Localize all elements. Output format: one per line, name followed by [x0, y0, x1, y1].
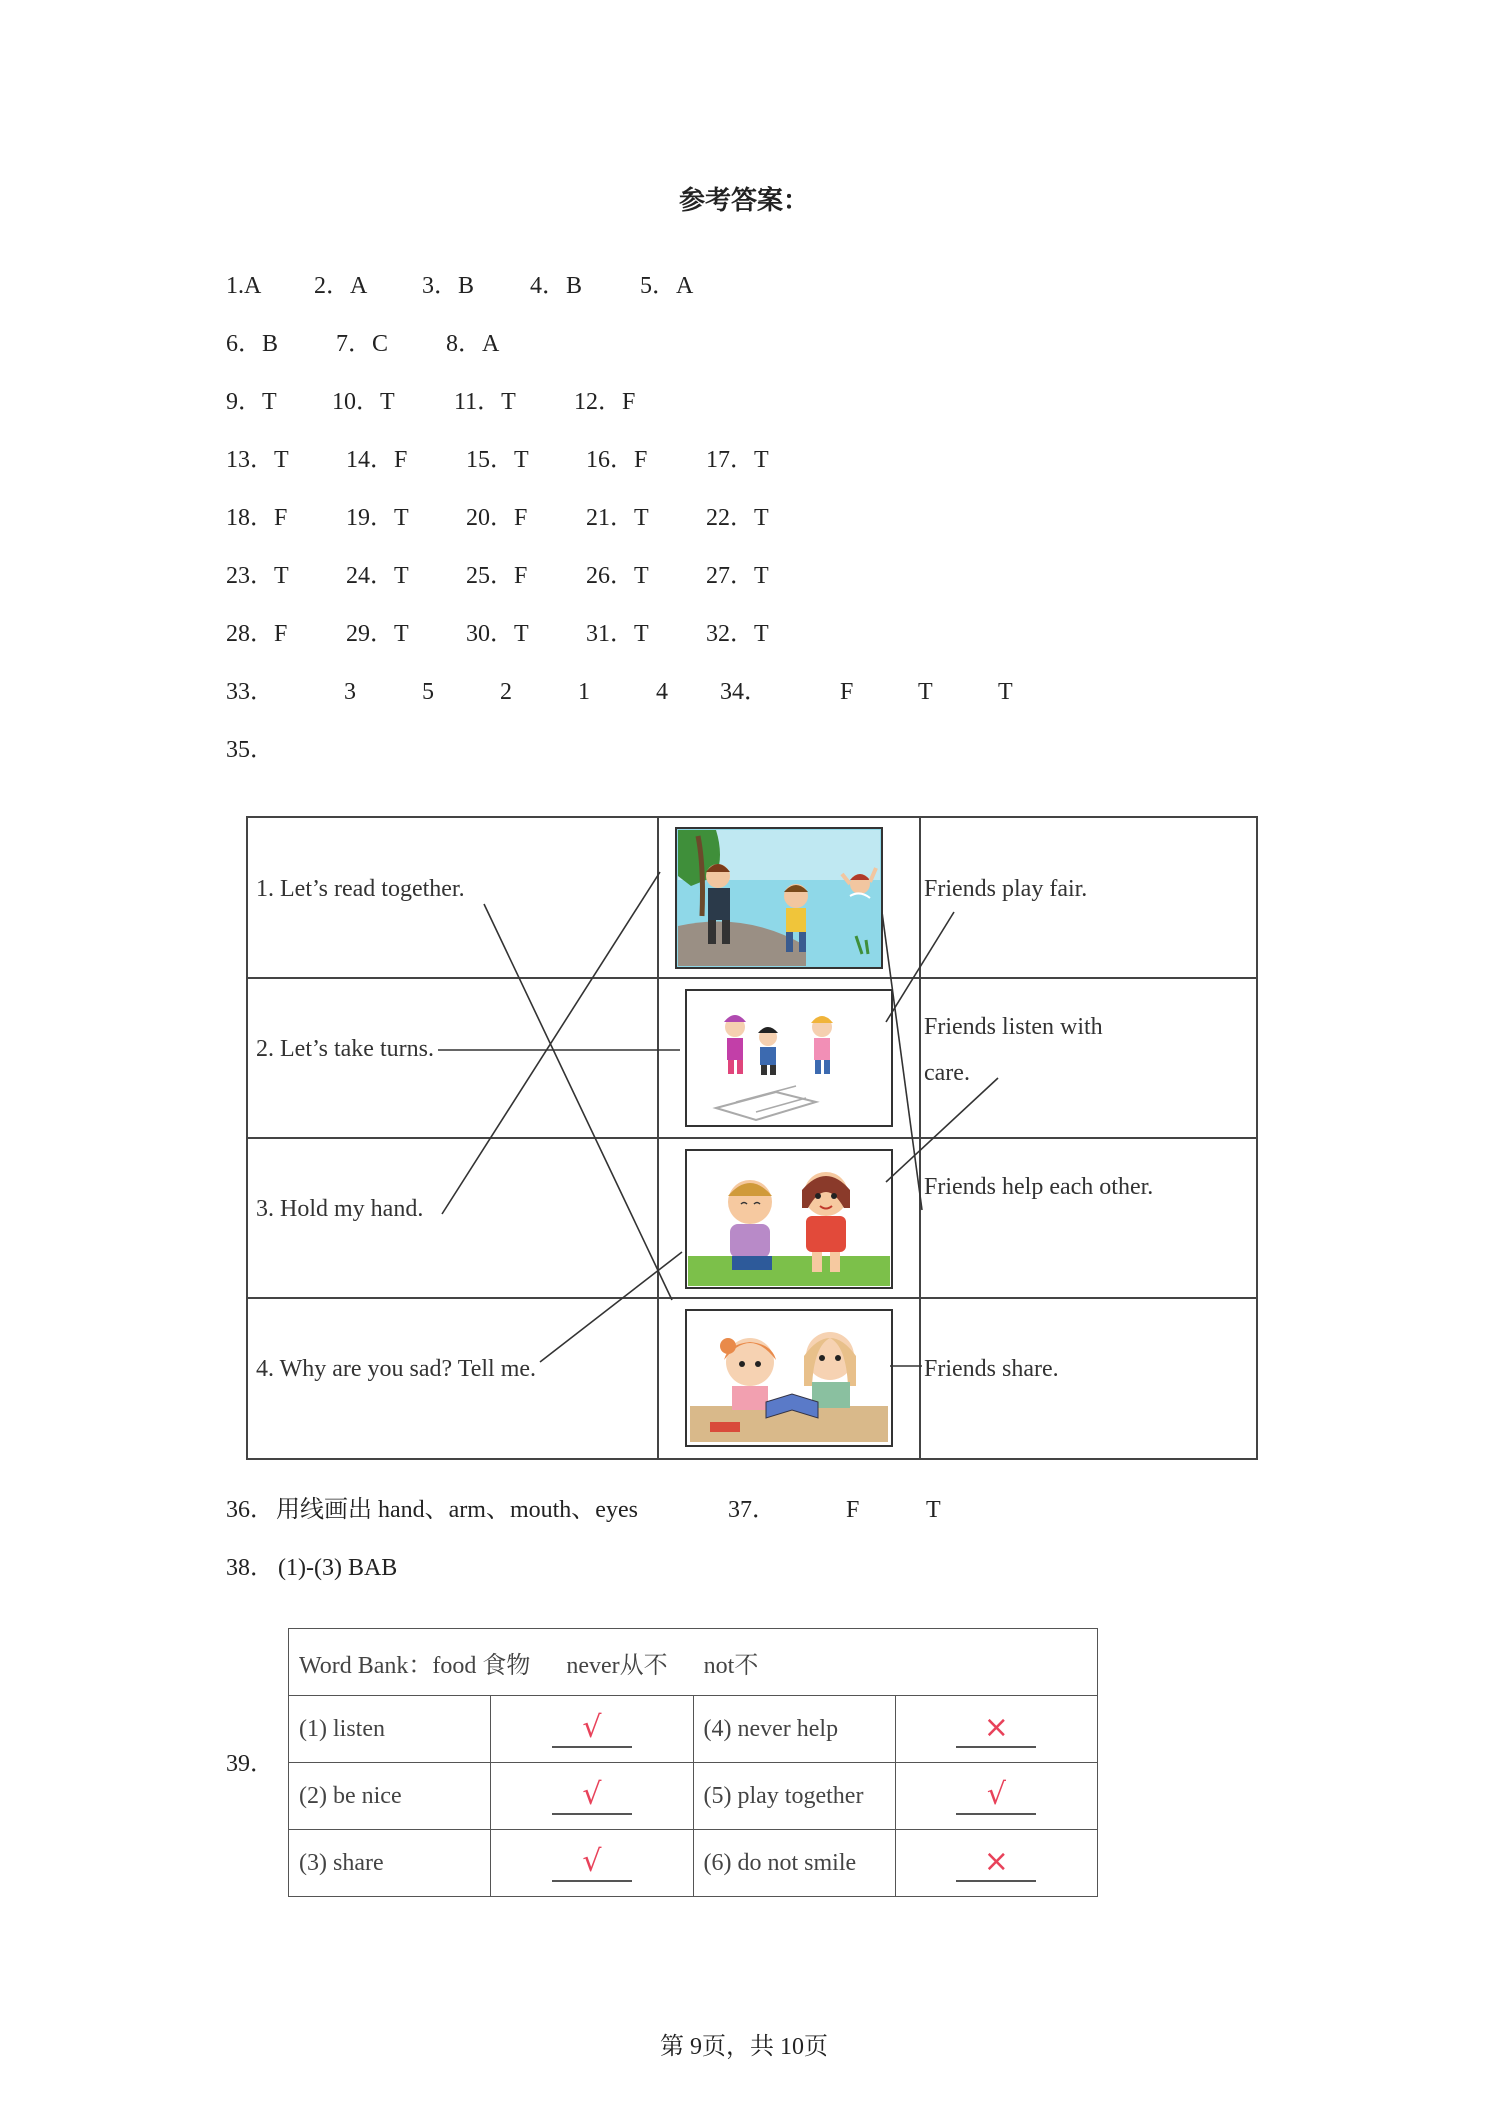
- table-row: [289, 1696, 1098, 1763]
- q33-answer: 4: [656, 679, 668, 705]
- matching-table: [246, 816, 1258, 1460]
- answer-item: 25．F: [466, 563, 528, 589]
- answer-item: 27．T: [706, 563, 769, 589]
- answer-item: 5．A: [640, 273, 694, 299]
- answer-item: 12．F: [574, 389, 636, 415]
- mark-cell: [491, 1696, 693, 1763]
- answer-item: 26．T: [586, 563, 649, 589]
- answer-item: 11．T: [454, 389, 516, 415]
- meaning-4: Friends share.: [924, 1356, 1059, 1382]
- answer-item: 28．F: [226, 621, 288, 647]
- answer-item: 31．T: [586, 621, 649, 647]
- q33-answer: 5: [422, 679, 434, 705]
- answer-item: 15．T: [466, 447, 529, 473]
- answer-item: 18．F: [226, 505, 288, 531]
- sentence-1: 1. Let’s read together.: [256, 876, 465, 902]
- page-footer: 第 9页，共 10页: [660, 2034, 828, 2060]
- answer-item: 6．B: [226, 331, 279, 357]
- q34-answer: T: [998, 679, 1013, 705]
- table-row: [289, 1830, 1098, 1897]
- item-label: (6) do not smile: [693, 1830, 895, 1897]
- mark-cell: [895, 1763, 1097, 1830]
- match-line: [540, 1252, 682, 1362]
- answer-item: 2．A: [314, 273, 368, 299]
- sentence-2: 2. Let’s take turns.: [256, 1036, 434, 1062]
- answer-item: 20．F: [466, 505, 528, 531]
- table-row: [289, 1763, 1098, 1830]
- item-label: (4) never help: [693, 1696, 895, 1763]
- mark-cell: [491, 1830, 693, 1897]
- answer-item: 9．T: [226, 389, 277, 415]
- answer-item: 22．T: [706, 505, 769, 531]
- item-label: (2) be nice: [289, 1763, 491, 1830]
- q36-text: 用线画出 hand、arm、mouth、eyes: [276, 1497, 638, 1523]
- q36-label: 36．: [226, 1497, 274, 1523]
- sentence-4: 4. Why are you sad? Tell me.: [256, 1356, 537, 1382]
- children-help-water-picture: [676, 828, 882, 968]
- meaning-1: Friends play fair.: [924, 876, 1088, 902]
- q33-answer: 1: [578, 679, 590, 705]
- answer-item: 3．B: [422, 273, 475, 299]
- check-mark: √: [956, 1777, 1036, 1815]
- children-hopscotch-picture: [686, 990, 892, 1126]
- cross-mark: ×: [956, 1844, 1036, 1882]
- answer-item: 13．T: [226, 447, 289, 473]
- q39-label: 39．: [226, 1751, 274, 1777]
- answer-item: 8．A: [446, 331, 500, 357]
- answer-item: 14．F: [346, 447, 408, 473]
- answer-item: 1.A: [226, 273, 262, 299]
- q34-answer: F: [840, 679, 854, 705]
- item-label: (1) listen: [289, 1696, 491, 1763]
- q37-label: 37．: [728, 1497, 776, 1523]
- check-mark: √: [552, 1844, 632, 1882]
- q33-answer: 2: [500, 679, 512, 705]
- q37-answer: T: [926, 1497, 941, 1523]
- answer-item: 16．F: [586, 447, 648, 473]
- mark-cell: [895, 1696, 1097, 1763]
- answer-item: 10．T: [332, 389, 395, 415]
- word-bank: Word Bank：food 食物 never从不 not不: [289, 1629, 1098, 1696]
- answer-item: 29．T: [346, 621, 409, 647]
- q33-answer: 3: [344, 679, 356, 705]
- answer-item: 21．T: [586, 505, 649, 531]
- answer-item: 7．C: [336, 331, 389, 357]
- girls-read-book-picture: [686, 1310, 892, 1446]
- q38-text: (1)-(3) BAB: [278, 1555, 398, 1581]
- sentence-3: 3. Hold my hand.: [256, 1196, 424, 1222]
- check-mark: √: [552, 1710, 632, 1748]
- meaning-3: Friends help each other.: [924, 1174, 1154, 1200]
- answer-item: 24．T: [346, 563, 409, 589]
- answer-item: 17．T: [706, 447, 769, 473]
- girl-comforts-boy-picture: [686, 1150, 892, 1288]
- cross-mark: ×: [956, 1710, 1036, 1748]
- q33-label: 33．: [226, 679, 274, 705]
- page-title: 参考答案：: [678, 186, 809, 216]
- mark-cell: [895, 1830, 1097, 1897]
- q35-label: 35．: [226, 737, 274, 763]
- item-label: (5) play together: [693, 1763, 895, 1830]
- answer-item: 19．T: [346, 505, 409, 531]
- answer-item: 32．T: [706, 621, 769, 647]
- q38-label: 38．: [226, 1555, 274, 1581]
- answer-item: 30．T: [466, 621, 529, 647]
- item-label: (3) share: [289, 1830, 491, 1897]
- q34-answer: T: [918, 679, 933, 705]
- mark-cell: [491, 1763, 693, 1830]
- q37-answer: F: [846, 1497, 860, 1523]
- meaning-2: Friends listen with care.: [924, 1014, 1103, 1086]
- q34-label: 34．: [720, 679, 768, 705]
- match-line: [484, 904, 672, 1300]
- word-bank-table: [288, 1628, 1098, 1897]
- answer-item: 23．T: [226, 563, 289, 589]
- answer-item: 4．B: [530, 273, 583, 299]
- match-line: [442, 872, 660, 1214]
- check-mark: √: [552, 1777, 632, 1815]
